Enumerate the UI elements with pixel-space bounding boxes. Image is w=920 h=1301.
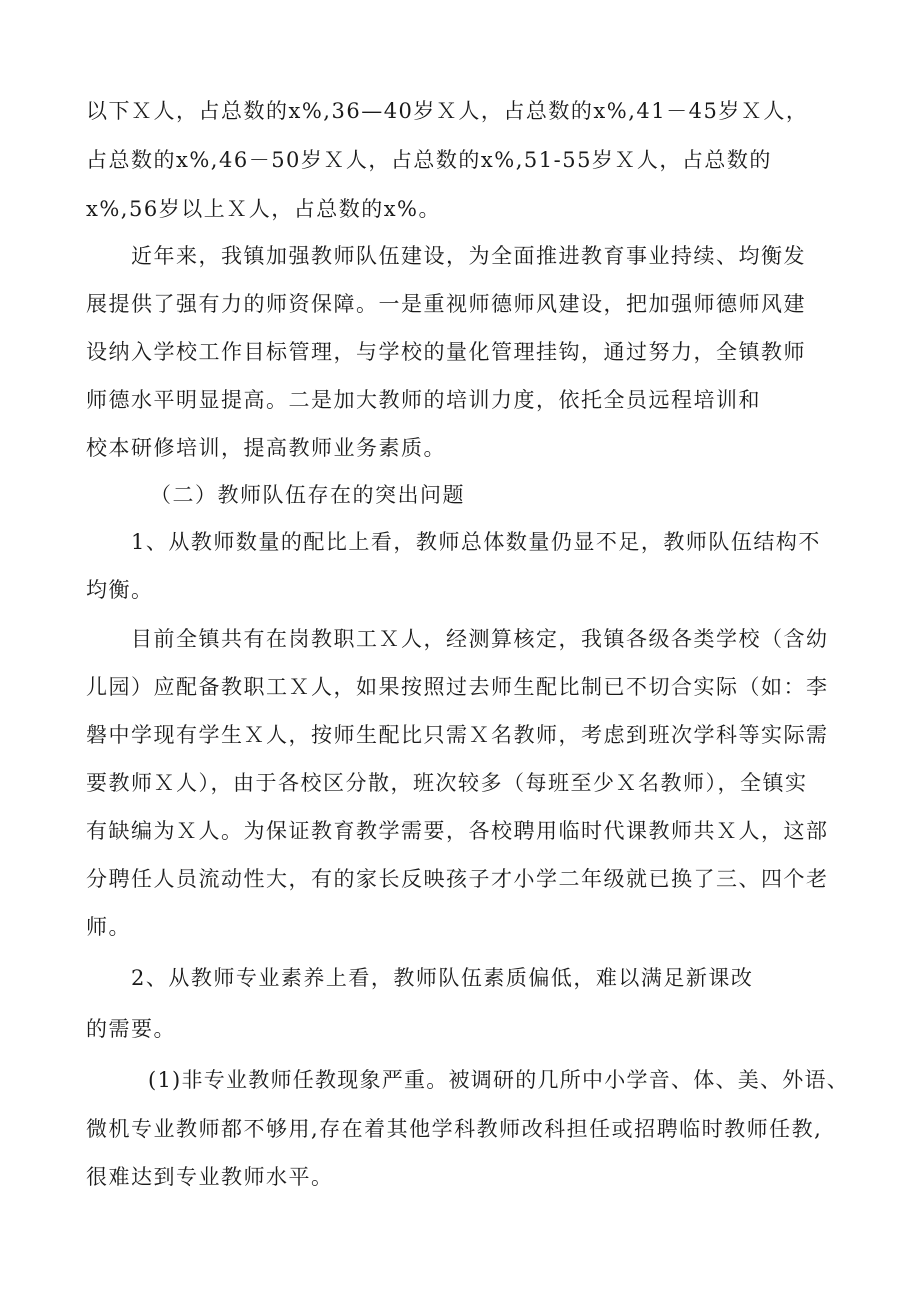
text-line: 展提供了强有力的师资保障。一是重视师德师风建设，把加强师德师风建 (86, 292, 806, 316)
text-line: 分聘任人员流动性大，有的家长反映孩子才小学二年级就已换了三、四个老 (86, 867, 829, 891)
text-line: 微机专业教师都不够用,存在着其他学科教师改科担任或招聘临时教师任教, (86, 1117, 823, 1141)
text-line: 均衡。 (86, 578, 154, 602)
text-line: x%,56岁以上Ｘ人，占总数的x%。 (86, 197, 441, 221)
text-line: 校本研修培训，提高教师业务素质。 (86, 436, 446, 460)
text-line: 很难达到专业教师水平。 (86, 1165, 334, 1189)
text-line: 要教师Ｘ人），由于各校区分散，班次较多（每班至少Ｘ名教师），全镇实 (86, 771, 808, 795)
text-line: 近年来，我镇加强教师队伍建设，为全面推进教育事业持续、均衡发 (131, 244, 806, 268)
text-line: 1、从教师数量的配比上看，教师总体数量仍显不足，教师队伍结构不 (131, 530, 821, 554)
text-line: 目前全镇共有在岗教职工Ｘ人，经测算核定，我镇各级各类学校（含幼 (131, 627, 829, 651)
text-line: 以下Ｘ人，占总数的x%,36—40岁Ｘ人，占总数的x%,41－45岁Ｘ人， (86, 99, 809, 123)
text-line: 设纳入学校工作目标管理，与学校的量化管理挂钩，通过努力，全镇教师 (86, 340, 806, 364)
text-line: 占总数的x%,46－50岁Ｘ人，占总数的x%,51-55岁Ｘ人，占总数的 (86, 148, 772, 172)
text-line: 儿园）应配备教职工Ｘ人，如果按照过去师生配比制已不切合实际（如：李 (86, 675, 829, 699)
section-heading: （二）教师队伍存在的突出问题 (150, 483, 465, 507)
text-line: 有缺编为Ｘ人。为保证教育教学需要，各校聘用临时代课教师共Ｘ人，这部 (86, 819, 829, 843)
text-line: 2、从教师专业素养上看，教师队伍素质偏低，难以满足新课改 (131, 966, 754, 990)
text-line: 师。 (86, 915, 131, 939)
text-line: (1)非专业教师任教现象严重。被调研的几所中小学音、体、美、外语、 (148, 1068, 849, 1092)
text-line: 的需要。 (86, 1017, 176, 1041)
text-line: 磐中学现有学生Ｘ人，按师生配比只需Ｘ名教师，考虑到班次学科等实际需 (86, 723, 829, 747)
text-line: 师德水平明显提高。二是加大教师的培训力度，依托全员远程培训和 (86, 388, 761, 412)
